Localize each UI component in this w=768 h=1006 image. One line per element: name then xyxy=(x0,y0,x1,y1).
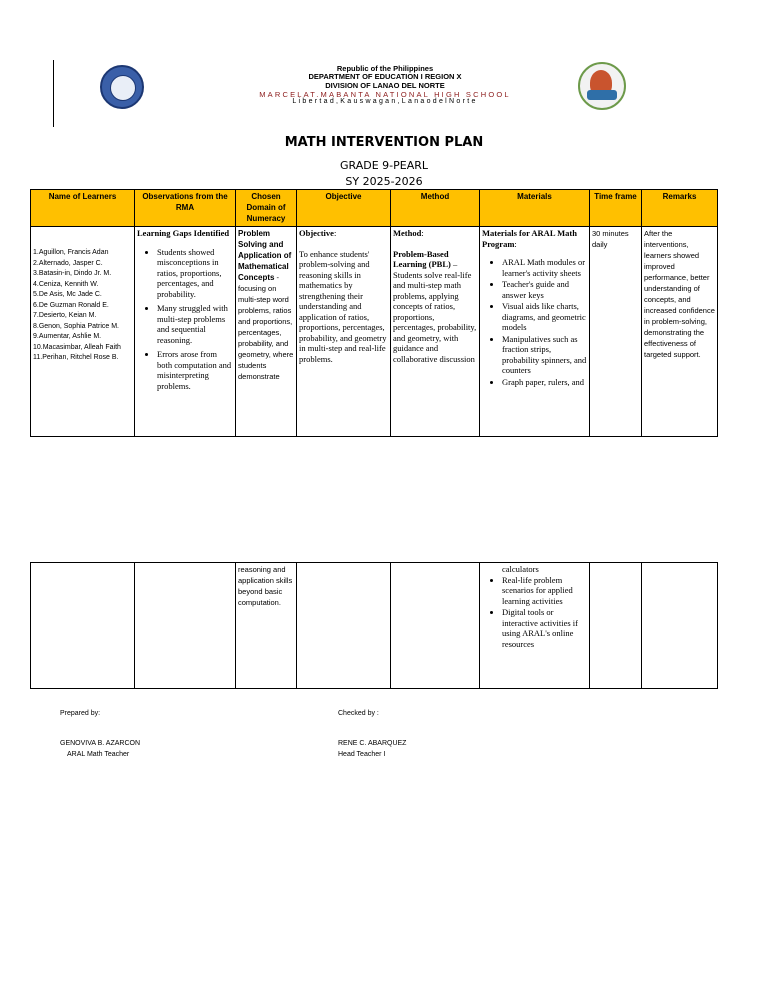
observations-heading: Learning Gaps Identified xyxy=(137,228,230,238)
learner-name: 8.Genon, Sophia Patrice M. xyxy=(33,322,119,330)
learner-name: 3.Batasin-in, Dindo Jr. M. xyxy=(33,270,112,277)
material-item: • Digital tools or interactive activities if using ARAL's online resources xyxy=(502,607,587,649)
column-header: Objective xyxy=(297,190,391,227)
objective-text: To enhance students' problem-solving and reasoning skills in mathematics by strengthening their understanding and application of ratios, proportions, percentages, probability, and geometry in multi-step and real-life problems. xyxy=(299,248,387,364)
material-item: • ARAL Math modules or learner's activity sheets xyxy=(502,257,587,278)
page-title: MATH INTERVENTION PLAN xyxy=(284,135,484,150)
material-item: • Real-life problem scenarios for applied learning activities xyxy=(502,575,587,607)
material-item: • Visual aids like charts, diagrams, and geometric models xyxy=(502,301,587,333)
method-text: – Students solve real-life and multi-step math problems, applying concepts of ratios, proportions, percentages, probability, and geometry, with guidance and collaborative discussion xyxy=(393,259,477,364)
method-cell xyxy=(391,563,480,689)
domain-cell xyxy=(236,227,297,437)
observation-item: • Many struggled with multi-step problems and sequential reasoning. xyxy=(157,303,233,345)
learners-cell xyxy=(31,227,135,437)
header-department: DEPARTMENT OF EDUCATION I REGION X xyxy=(308,72,462,81)
domain-text: - focusing on multi-step word problems, ratios and proportions, percentages, probability, and geometry, where students demonstrate xyxy=(238,273,294,381)
learner-name: 10.Macasimbar, Alleah Faith xyxy=(33,343,121,351)
intervention-table-continued xyxy=(30,562,718,689)
timeframe-cell xyxy=(590,563,642,689)
header-divider xyxy=(53,60,54,127)
grade-section: GRADE 9-PEARL xyxy=(339,159,428,172)
intervention-table xyxy=(30,189,718,437)
column-header: Time frame xyxy=(590,190,642,227)
school-seal-logo xyxy=(578,62,626,110)
domain-text-continued: reasoning and application skills beyond basic computation. xyxy=(238,565,293,607)
column-header: Chosen Domain of Numeracy xyxy=(236,190,297,227)
materials-cell xyxy=(480,563,590,689)
observation-item: • Errors arose from both computation and misinterpreting problems. xyxy=(157,349,233,391)
domain-cell xyxy=(236,563,297,689)
prepared-by-title: ARAL Math Teacher xyxy=(67,751,130,758)
learners-cell xyxy=(31,563,135,689)
school-year: SY 2025-2026 xyxy=(345,175,423,188)
objective-cell xyxy=(297,563,391,689)
header-division: DIVISION OF LANAO DEL NORTE xyxy=(325,81,445,90)
observations-cell xyxy=(135,563,236,689)
prepared-by-name: GENOVIVA B. AZARCON xyxy=(60,740,141,747)
header-school: MARCELAT.MABANTA NATIONAL HIGH SCHOOL xyxy=(259,90,511,99)
materials-heading: Materials for ARAL Math Program xyxy=(482,228,577,249)
materials-cell: Materials for ARAL Math Program: • ARAL Math modules or learner's activity sheets • Teacher's guide and answer keys • Visual aids like charts, diagrams, and geometric models • Manipulatives such as fraction strips, probability spinners, and counters • Graph paper, rulers, and xyxy=(480,227,590,437)
prepared-by-label: Prepared by: xyxy=(60,710,101,717)
objective-cell: Objective: To enhance students' problem-solving and reasoning skills in mathematics by strengthening their understanding and application of ratios, proportions, percentages, probability, and geometry in multi-step and real-life problems. xyxy=(297,227,391,437)
remarks-cell xyxy=(642,563,718,689)
checked-by-title: Head Teacher I xyxy=(338,751,386,758)
objective-label: Objective xyxy=(299,228,334,238)
table-row xyxy=(31,227,718,437)
material-item: • Manipulatives such as fraction strips, probability spinners, and counters xyxy=(502,334,587,376)
observation-item: • Students showed misconceptions in ratios, proportions, percentages, and probability. xyxy=(157,247,233,300)
learner-name: 11.Perihan, Ritchel Rose B. xyxy=(33,354,119,361)
learner-name: 7.Desierto, Keian M. xyxy=(33,312,97,319)
learner-name: 1.Aguillon, Francis Adan xyxy=(33,249,109,256)
column-header: Remarks xyxy=(642,190,718,227)
method-heading: Problem-Based Learning (PBL) xyxy=(393,248,451,269)
timeframe-cell: 30 minutes daily xyxy=(590,227,642,437)
material-item: • Graph paper, rulers, and xyxy=(502,377,587,388)
material-item-continued: calculators xyxy=(502,564,539,574)
header-republic: Republic of the Philippines xyxy=(336,64,434,73)
method-cell: Method: Problem-Based Learning (PBL) – Students solve real-life and multi-step math problems, applying concepts of ratios, proportions, percentages, probability, and geometry, with guidance and collaborative discussion xyxy=(391,227,480,437)
observations-cell xyxy=(135,227,236,437)
domain-heading: Problem Solving and Application of Mathematical Concepts xyxy=(238,229,292,282)
learner-name: 6.De Guzman Ronald E. xyxy=(33,301,109,309)
method-label: Method xyxy=(393,228,422,238)
column-header: Materials xyxy=(480,190,590,227)
remarks-cell: After the interventions, learners showed improved performance, better understanding of concepts, and increased confidence in problem-solving, demonstrating the effectiveness of targeted support. xyxy=(642,227,718,437)
learner-name: 9.Aumentar, Ashlie M. xyxy=(33,333,102,340)
header-address: Libertad,Kauswagan,LanaodelNorte xyxy=(292,98,478,105)
checked-by-name: RENE C. ABARQUEZ xyxy=(338,740,407,747)
deped-seal-logo xyxy=(100,65,144,109)
column-header: Name of Learners xyxy=(31,190,135,227)
column-header: Observations from the RMA xyxy=(135,190,236,227)
learner-name: 5.De Asis, Mc Jade C. xyxy=(33,291,102,298)
learner-name: 4.Ceniza, Kennith W. xyxy=(33,280,99,288)
column-header: Method xyxy=(391,190,480,227)
learner-name: 2.Alternado, Jasper C. xyxy=(33,259,103,267)
checked-by-label: Checked by : xyxy=(338,710,379,717)
table-row xyxy=(31,563,718,689)
material-item: • Teacher's guide and answer keys xyxy=(502,279,587,300)
